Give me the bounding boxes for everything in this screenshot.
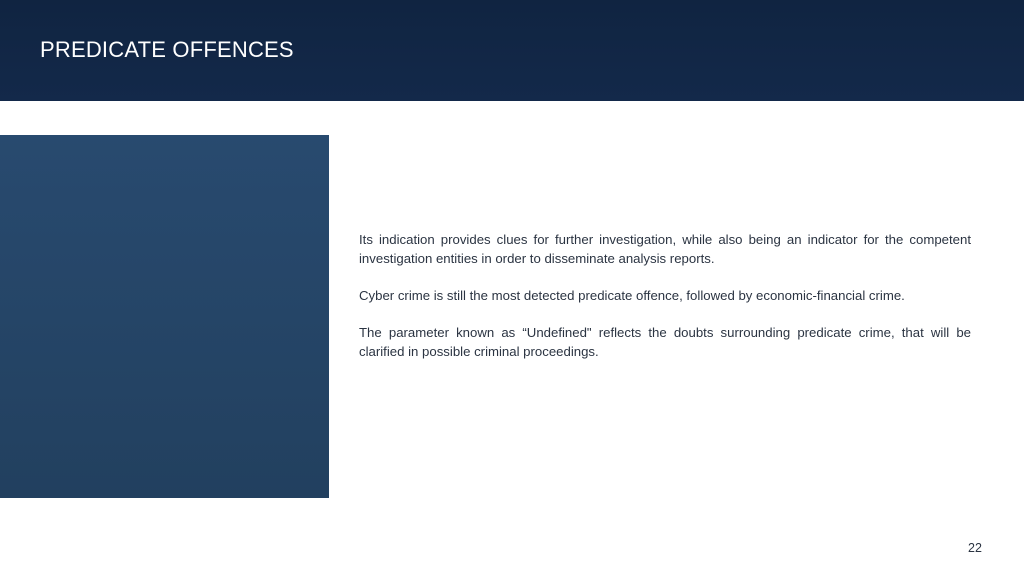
body-paragraph-cyber-crime: Cyber crime is still the most detected predicate offence, followed by economic-financial crime. [359, 288, 905, 303]
body-paragraph-indication: Its indication provides clues for further investigation, while also being an indicator for the competent investigation entities in order to disseminate analysis reports. [359, 232, 971, 266]
side-panel-line: CARRIED OUT. [898, 210, 984, 224]
body-paragraph-undefined: The parameter known as “Undefined" reflects the doubts surrounding predicate crime, that will be clarified in possible criminal proceedings. [359, 325, 971, 359]
side-panel-text [704, 152, 984, 230]
body-text [359, 230, 971, 379]
side-panel [0, 135, 329, 498]
page-number: 22 [968, 541, 982, 555]
side-panel-line: THE PREDICATE OFFENCES DETECTED ARE [723, 158, 984, 172]
header-band [0, 0, 1024, 101]
slide-title: PREDICATE OFFENCES [40, 37, 294, 62]
side-panel-line: BASED ON THE OPERATIONAL ANALYSIS [741, 184, 984, 198]
